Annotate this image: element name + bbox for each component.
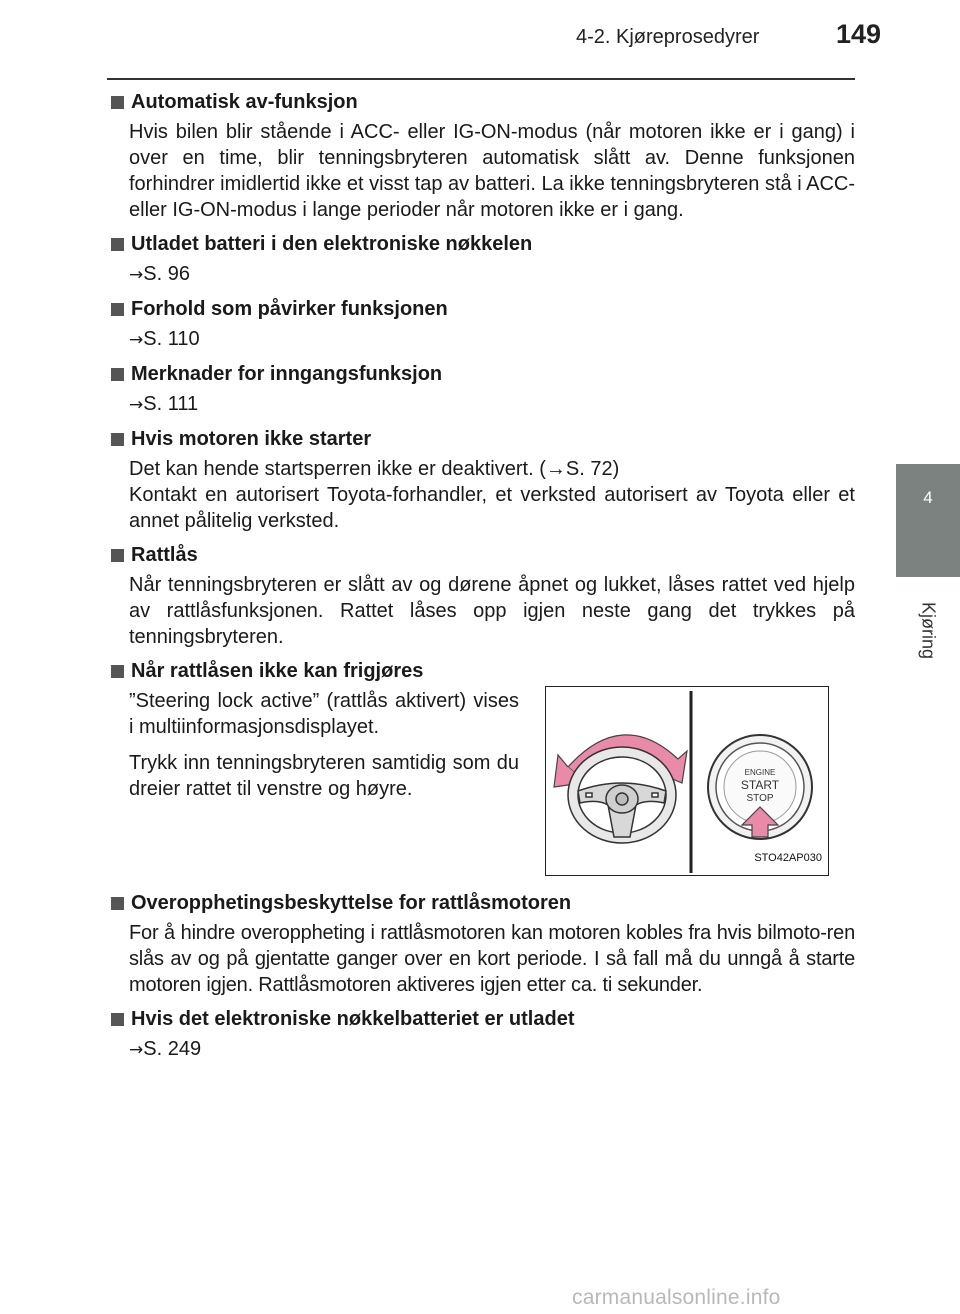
section-entry-notes [109,361,855,418]
page-content [109,89,855,1071]
section-heading: Når rattlåsen ikke kan frigjøres [131,660,424,682]
section-heading: Utladet batteri i den elektroniske nøkkelen [131,233,533,255]
section-auto-off [109,89,855,223]
paragraph: Hvis bilen blir stående i ACC- eller IG-ON-modus (når motoren ikke er i gang) i over en time, blir tenningsbryteren automatisk slått av. Denne funksjonen forhindrer imidlertid ikke et visst tap av batteri. La ikke tenningsbryteren stå i ACC- eller IG-ON-modus i lange perioder når motoren ikke er i gang. [129,121,855,221]
page-reference[interactable]: →S. 249 [129,1038,202,1060]
bullet-square-icon [111,238,124,251]
bullet-square-icon [111,96,124,109]
header-rule [107,78,855,80]
figure-code: STO42AP030 [754,852,822,864]
bullet-square-icon [111,549,124,562]
paragraph: For å hindre overoppheting i rattlåsmotoren kan motoren kobles fra hvis bilmoto-ren slås av og på gjentatte ganger over en kort periode. I så fall må du unngå å starte motoren igjen. Rattlåsmotoren aktiveres igjen etter ca. ti sekunder. [129,922,855,996]
button-label-line: ENGINE [744,768,776,777]
page-reference[interactable]: →S. 96 [129,263,190,285]
section-lock-release [109,658,855,890]
section-heading: Rattlås [131,544,198,566]
arrow-right-icon: → [129,265,144,285]
bullet-square-icon [111,303,124,316]
section-key-battery [109,231,855,288]
bullet-square-icon [111,897,124,910]
paragraph: ”Steering lock active” (rattlås aktivert) vises i multiinformasjonsdisplayet. [129,690,519,738]
paragraph: Trykk inn tenningsbryteren samtidig som du dreier rattet til venstre og høyre. [129,752,519,800]
section-heading: Forhold som påvirker funksjonen [131,298,448,320]
button-label-line: START [740,778,780,792]
page-reference[interactable]: →S. 110 [129,328,200,350]
section-steering-lock [109,542,855,650]
chapter-number: 4 [923,488,933,507]
section-overheat [109,890,855,998]
arrow-right-icon: → [129,395,144,415]
arrow-right-icon: → [129,330,144,350]
section-engine-no-start [109,426,855,534]
button-label-line: STOP [746,793,774,804]
bullet-square-icon [111,368,124,381]
section-heading: Merknader for inngangsfunksjon [131,363,443,385]
section-heading: Overopphetingsbeskyttelse for rattlåsmotoren [131,892,572,914]
arrow-right-icon: → [129,1040,144,1060]
page-reference[interactable]: →S. 111 [129,393,199,415]
bullet-square-icon [111,1013,124,1026]
section-heading: Automatisk av-funksjon [131,91,358,113]
paragraph: Kontakt en autorisert Toyota-forhandler, et verksted autorisert av Toyota eller et annet pålitelig verksted. [129,484,855,532]
section-key-battery-dead [109,1006,855,1063]
running-header: 4-2. Kjøreprosedyrer [576,26,760,48]
bullet-square-icon [111,665,124,678]
paragraph: Det kan hende startsperren ikke er deaktivert. (→S. 72) [129,458,620,480]
steering-wheel-icon [568,747,676,843]
watermark: carmanualsonline.info [572,1286,781,1309]
section-conditions [109,296,855,353]
chapter-label: Kjøring [918,601,939,660]
section-heading: Hvis motoren ikke starter [131,428,372,450]
chapter-tab [896,464,960,577]
section-heading: Hvis det elektroniske nøkkelbatteriet er utladet [131,1008,575,1030]
bullet-square-icon [111,433,124,446]
page-number: 149 [836,19,882,49]
paragraph: Når tenningsbryteren er slått av og dørene åpnet og lukket, låses rattet ved hjelp av rattlåsfunksjonen. Rattet låses opp igjen neste gang det trykkes på tenningsbryteren. [129,574,855,648]
steering-lock-illustration [545,686,829,876]
